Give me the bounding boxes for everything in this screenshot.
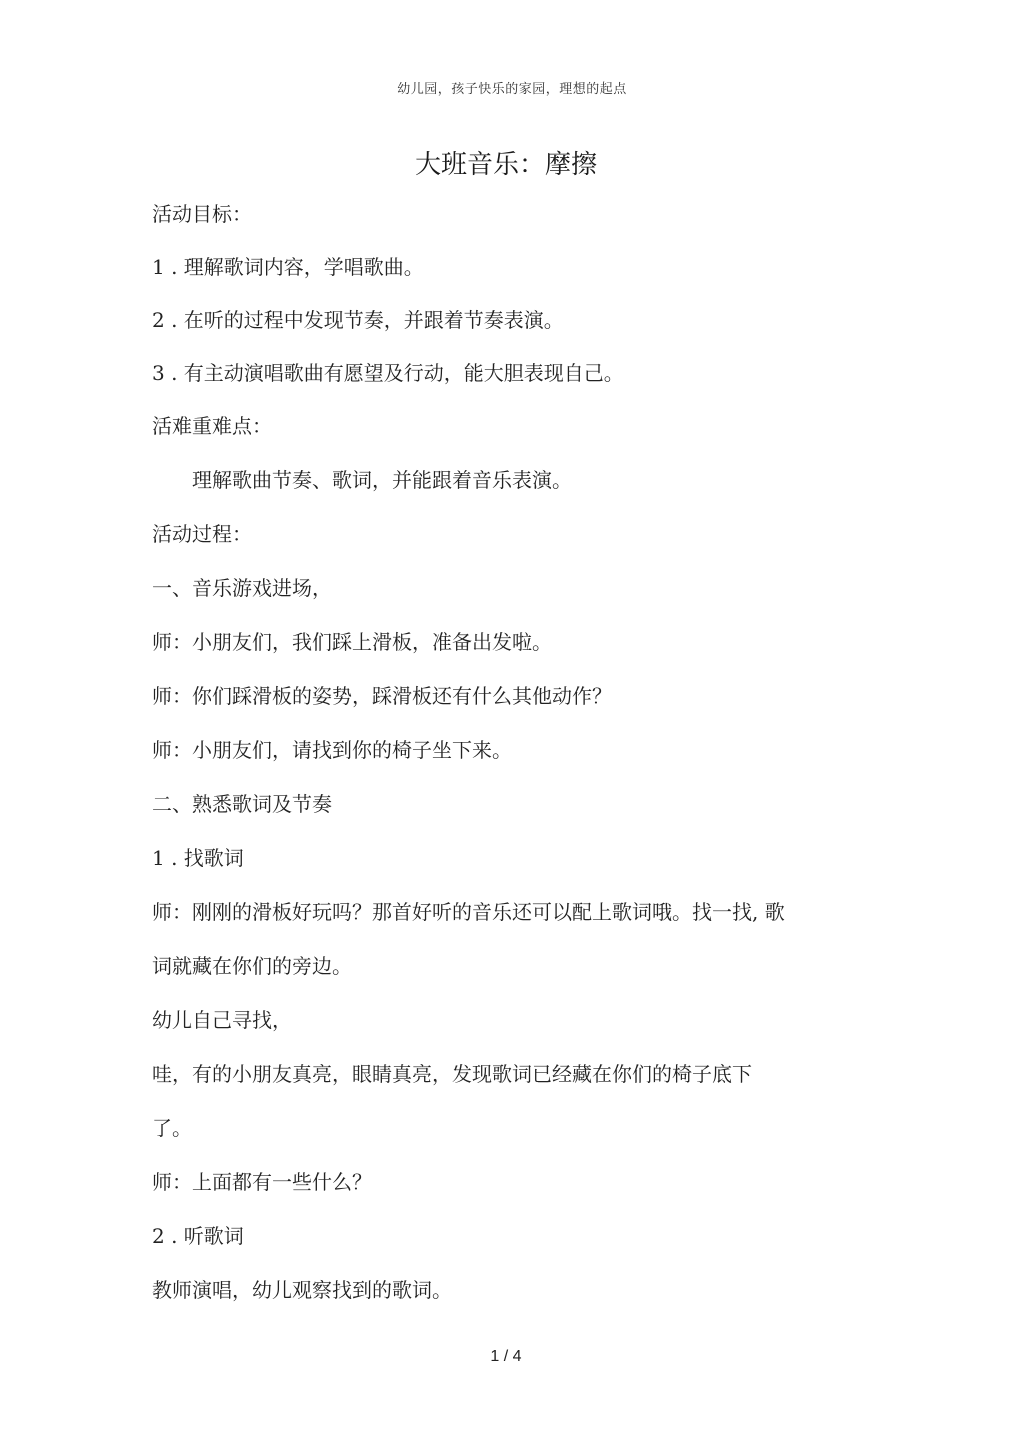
section-heading-goals: 活动目标： xyxy=(152,202,252,226)
paragraph-line: 了。 xyxy=(152,1116,192,1140)
paragraph-line: 师：小朋友们，我们踩上滑板，准备出发啦。 xyxy=(152,630,552,654)
document-title: 大班音乐：摩擦 xyxy=(414,150,597,180)
paragraph-line: 哇，有的小朋友真亮，眼睛真亮，发现歌词已经藏在你们的椅子底下 xyxy=(152,1062,752,1086)
paragraph-line: 幼儿自己寻找， xyxy=(152,1008,292,1032)
sub-heading-find-lyrics: 1 . 找歌词 xyxy=(152,846,244,870)
paragraph-line: 师：上面都有一些什么？ xyxy=(152,1170,372,1194)
goal-item-2: 2 . 在听的过程中发现节奏，并跟着节奏表演。 xyxy=(152,308,564,332)
paragraph-line: 师：刚刚的滑板好玩吗？那首好听的音乐还可以配上歌词哦。找一找, 歌 xyxy=(152,900,785,924)
sub-heading-listen-lyrics: 2 . 听歌词 xyxy=(152,1224,244,1248)
paragraph-line: 词就藏在你们的旁边。 xyxy=(152,954,352,978)
process-step-1-heading: 一、音乐游戏进场， xyxy=(152,576,332,600)
paragraph-line: 师：小朋友们，请找到你的椅子坐下来。 xyxy=(152,738,512,762)
paragraph-line: 师：你们踩滑板的姿势，踩滑板还有什么其他动作？ xyxy=(152,684,612,708)
page-header: 幼儿园，孩子快乐的家园，理想的起点 xyxy=(397,82,627,97)
process-step-2-heading: 二、熟悉歌词及节奏 xyxy=(152,792,332,816)
goal-item-1: 1 . 理解歌词内容，学唱歌曲。 xyxy=(152,255,424,279)
section-heading-key-points: 活难重难点： xyxy=(152,414,272,438)
paragraph-line: 教师演唱，幼儿观察找到的歌词。 xyxy=(152,1278,452,1302)
goal-item-3: 3 . 有主动演唱歌曲有愿望及行动，能大胆表现自己。 xyxy=(152,361,624,385)
page-indicator: 1 / 4 xyxy=(490,1348,522,1365)
section-heading-process: 活动过程： xyxy=(152,522,252,546)
key-points-text: 理解歌曲节奏、歌词，并能跟着音乐表演。 xyxy=(192,468,572,492)
